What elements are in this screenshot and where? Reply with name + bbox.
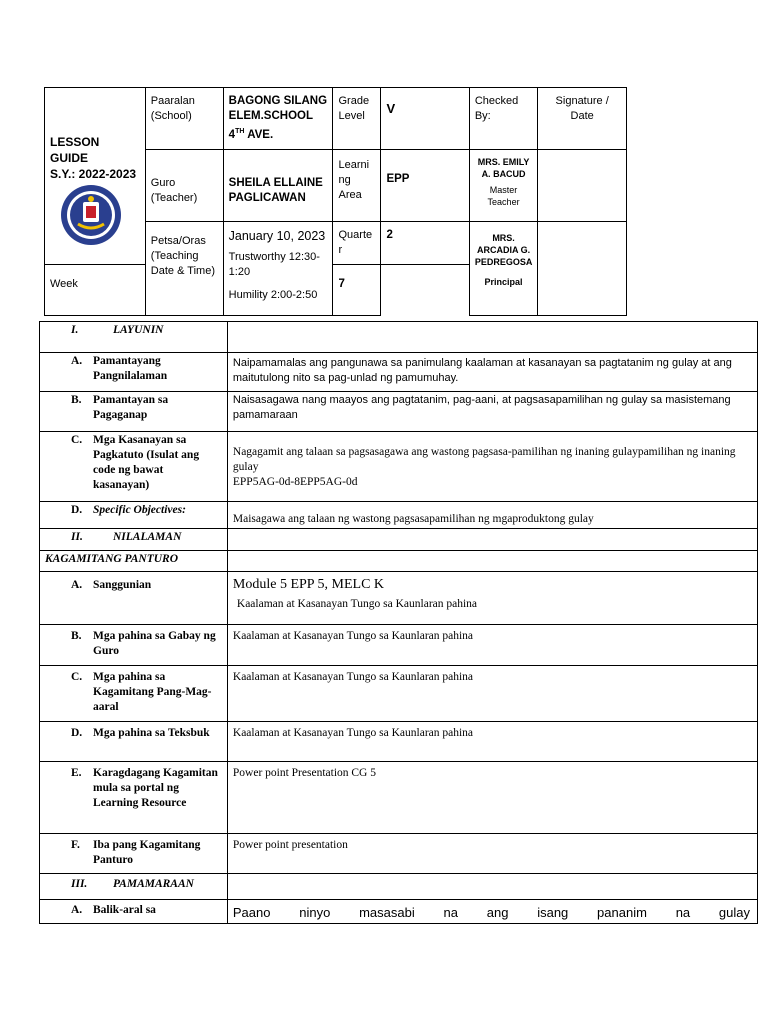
row-value: Module 5 EPP 5, MELC K xyxy=(232,577,385,592)
section-title: LAYUNIN xyxy=(113,324,164,336)
quarter-label-cell xyxy=(333,221,381,264)
teacher-label-cell xyxy=(145,149,223,221)
row-label: Pamantayan sa Pagaganap xyxy=(93,394,169,421)
checker1-signature-cell xyxy=(538,149,627,221)
row-label: Sanggunian xyxy=(93,579,152,591)
learning-area-value: EPP xyxy=(386,172,410,185)
checker1-name: MRS. EMILY A. BACUD xyxy=(477,156,530,179)
row-label: Mga Kasanayan sa Pagkatuto (Isulat ang code ng bawat kasanayan) xyxy=(93,434,200,491)
row-value: Kaalaman at Kasanayan Tungo sa Kaunlaran pahina xyxy=(232,630,474,642)
row-kagamitang-pang-mag-aaral: C. Mga pahina sa Kagamitang Pang-Mag-aaral xyxy=(40,666,228,722)
section-title: PAMAMARAAN xyxy=(113,878,194,890)
row-label: Karagdagang Kagamitan mula sa portal ng Learning Resource xyxy=(93,767,218,809)
row-pamantayan-sa-pagaganap: B. Pamantayan sa Pagaganap xyxy=(40,392,228,432)
section-title: KAGAMITANG PANTURO xyxy=(45,553,179,565)
lesson-guide-title: LESSON GUIDE xyxy=(50,135,100,165)
area-label-cell xyxy=(333,149,381,221)
row-label: Mga pahina sa Teksbuk xyxy=(93,727,210,739)
date-label: Petsa/Oras (Teaching Date & Time) xyxy=(150,234,215,277)
row-label: Mga pahina sa Kagamitang Pang-Mag-aaral xyxy=(93,671,212,713)
date-value: January 10, 2023 xyxy=(228,228,326,243)
time-slot-2: Humility 2:00-2:50 xyxy=(228,288,318,301)
row-karagdagang-kagamitan: E. Karagdagang Kagamitan mula sa portal ng Learning Resource xyxy=(40,762,228,834)
section-number: I. xyxy=(71,324,79,336)
section-kagamitang-panturo xyxy=(40,551,228,572)
row-gabay-ng-guro: B. Mga pahina sa Gabay ng Guro xyxy=(40,625,228,666)
row-value: Naisasagawa nang maayos ang pagtatanim, pag-aani, at pagsasapamilihan ng gulay sa masistemang pamamaraan xyxy=(232,394,731,421)
row-value: Power point Presentation CG 5 xyxy=(232,767,376,779)
checked-by-cell xyxy=(469,88,538,150)
row-label: Mga pahina sa Gabay ng Guro xyxy=(93,630,216,657)
checker2-cell xyxy=(469,221,538,315)
row-pamantayang-pangnilalaman: A. Pamantayang Pangnilalaman xyxy=(40,353,228,392)
row-value: Paano ninyo masasabi na ang isang pananim na gulay xyxy=(232,905,750,920)
checker1-role: Master Teacher xyxy=(487,184,520,207)
school-value: BAGONG SILANG ELEM.SCHOOL 4TH AVE. xyxy=(228,95,328,141)
lesson-guide-cell xyxy=(45,88,146,265)
school-label: Paaralan (School) xyxy=(150,95,195,122)
teacher-value: SHEILA ELLAINE PAGLICAWAN xyxy=(228,176,323,204)
date-label-cell xyxy=(145,221,223,315)
row-mga-kasanayan: C. Mga Kasanayan sa Pagkatuto (Isulat ang code ng bawat kasanayan) xyxy=(40,432,228,502)
deped-seal-icon xyxy=(60,184,122,246)
grade-value-cell xyxy=(381,88,469,150)
row-label: Pamantayang Pangnilalaman xyxy=(93,355,168,382)
signature-label: Signature / Date xyxy=(555,95,609,122)
row-teksbuk: D. Mga pahina sa Teksbuk xyxy=(40,722,228,762)
section-number: III. xyxy=(71,878,88,890)
checker2-signature-cell xyxy=(538,221,627,315)
section-nilalaman xyxy=(40,529,228,551)
section-layunin xyxy=(40,322,228,353)
row-value: Maisagawa ang talaan ng wastong pagsasapamilihan ng mgaproduktong gulay xyxy=(232,513,594,525)
row-value: Kaalaman at Kasanayan Tungo sa Kaunlaran pahina xyxy=(232,727,474,739)
row-iba-pang-kagamitan: F. Iba pang Kagamitang Panturo xyxy=(40,834,228,874)
grade-label-cell xyxy=(333,88,381,150)
section-number: II. xyxy=(71,531,83,543)
row-sanggunian: A. Sanggunian xyxy=(40,572,228,625)
row-label: Balik-aral sa xyxy=(93,904,156,916)
header-table xyxy=(44,87,627,316)
row-value: Kaalaman at Kasanayan Tungo sa Kaunlaran pahina xyxy=(232,671,474,683)
competency-code: EPP5AG-0d-8EPP5AG-0d xyxy=(232,476,358,488)
school-value-cell xyxy=(223,88,333,150)
row-value: Nagagamit ang talaan sa pagsasagawa ang wastong pagsasa-pamilihan ng inaning gulaypamilihan ng inaning gulay xyxy=(232,446,736,473)
signature-cell xyxy=(538,88,627,150)
week-value-cell xyxy=(333,264,381,315)
checker2-name: MRS. ARCADIA G. PEDREGOSA xyxy=(474,232,533,267)
section-pamamaraan xyxy=(40,874,228,900)
school-year: S.Y.: 2022-2023 xyxy=(50,167,137,181)
learning-area-label: Learni ng Area xyxy=(338,158,370,201)
school-label-cell xyxy=(145,88,223,150)
area-value-cell xyxy=(381,149,469,221)
checker2-role: Principal xyxy=(484,276,523,287)
section-title: NILALAMAN xyxy=(113,531,182,543)
row-value: Power point presentation xyxy=(232,839,348,851)
row-balik-aral: A. Balik-aral sa xyxy=(40,900,228,924)
grade-label: Grade Level xyxy=(338,95,370,122)
date-value-cell xyxy=(223,221,333,315)
row-value: Naipamamalas ang pangunawa sa panimulang kaalaman at kasanayan sa pagtatanim ng gulay at ang maitutulong nito sa pag-unlad ng pamumuhay. xyxy=(232,357,732,384)
quarter-value-cell xyxy=(381,221,469,264)
grade-value: V xyxy=(386,101,396,116)
teacher-value-cell xyxy=(223,149,333,221)
row-label: Specific Objectives: xyxy=(93,504,186,516)
checker1-cell xyxy=(469,149,538,221)
week-value: 7 xyxy=(338,277,345,290)
lesson-table xyxy=(39,321,758,924)
week-label-cell xyxy=(45,264,146,315)
row-label: Iba pang Kagamitang Panturo xyxy=(93,839,201,866)
teacher-label: Guro (Teacher) xyxy=(150,176,198,204)
row-value-2: Kaalaman at Kasanayan Tungo sa Kaunlaran pahina xyxy=(236,598,478,610)
quarter-value: 2 xyxy=(386,228,393,241)
quarter-label: Quarte r xyxy=(338,228,373,256)
time-slot-1: Trustworthy 12:30-1:20 xyxy=(228,250,320,278)
checked-by-label: Checked By: xyxy=(474,95,519,122)
week-label: Week xyxy=(50,277,78,290)
row-specific-objectives: D. Specific Objectives: xyxy=(40,502,228,529)
